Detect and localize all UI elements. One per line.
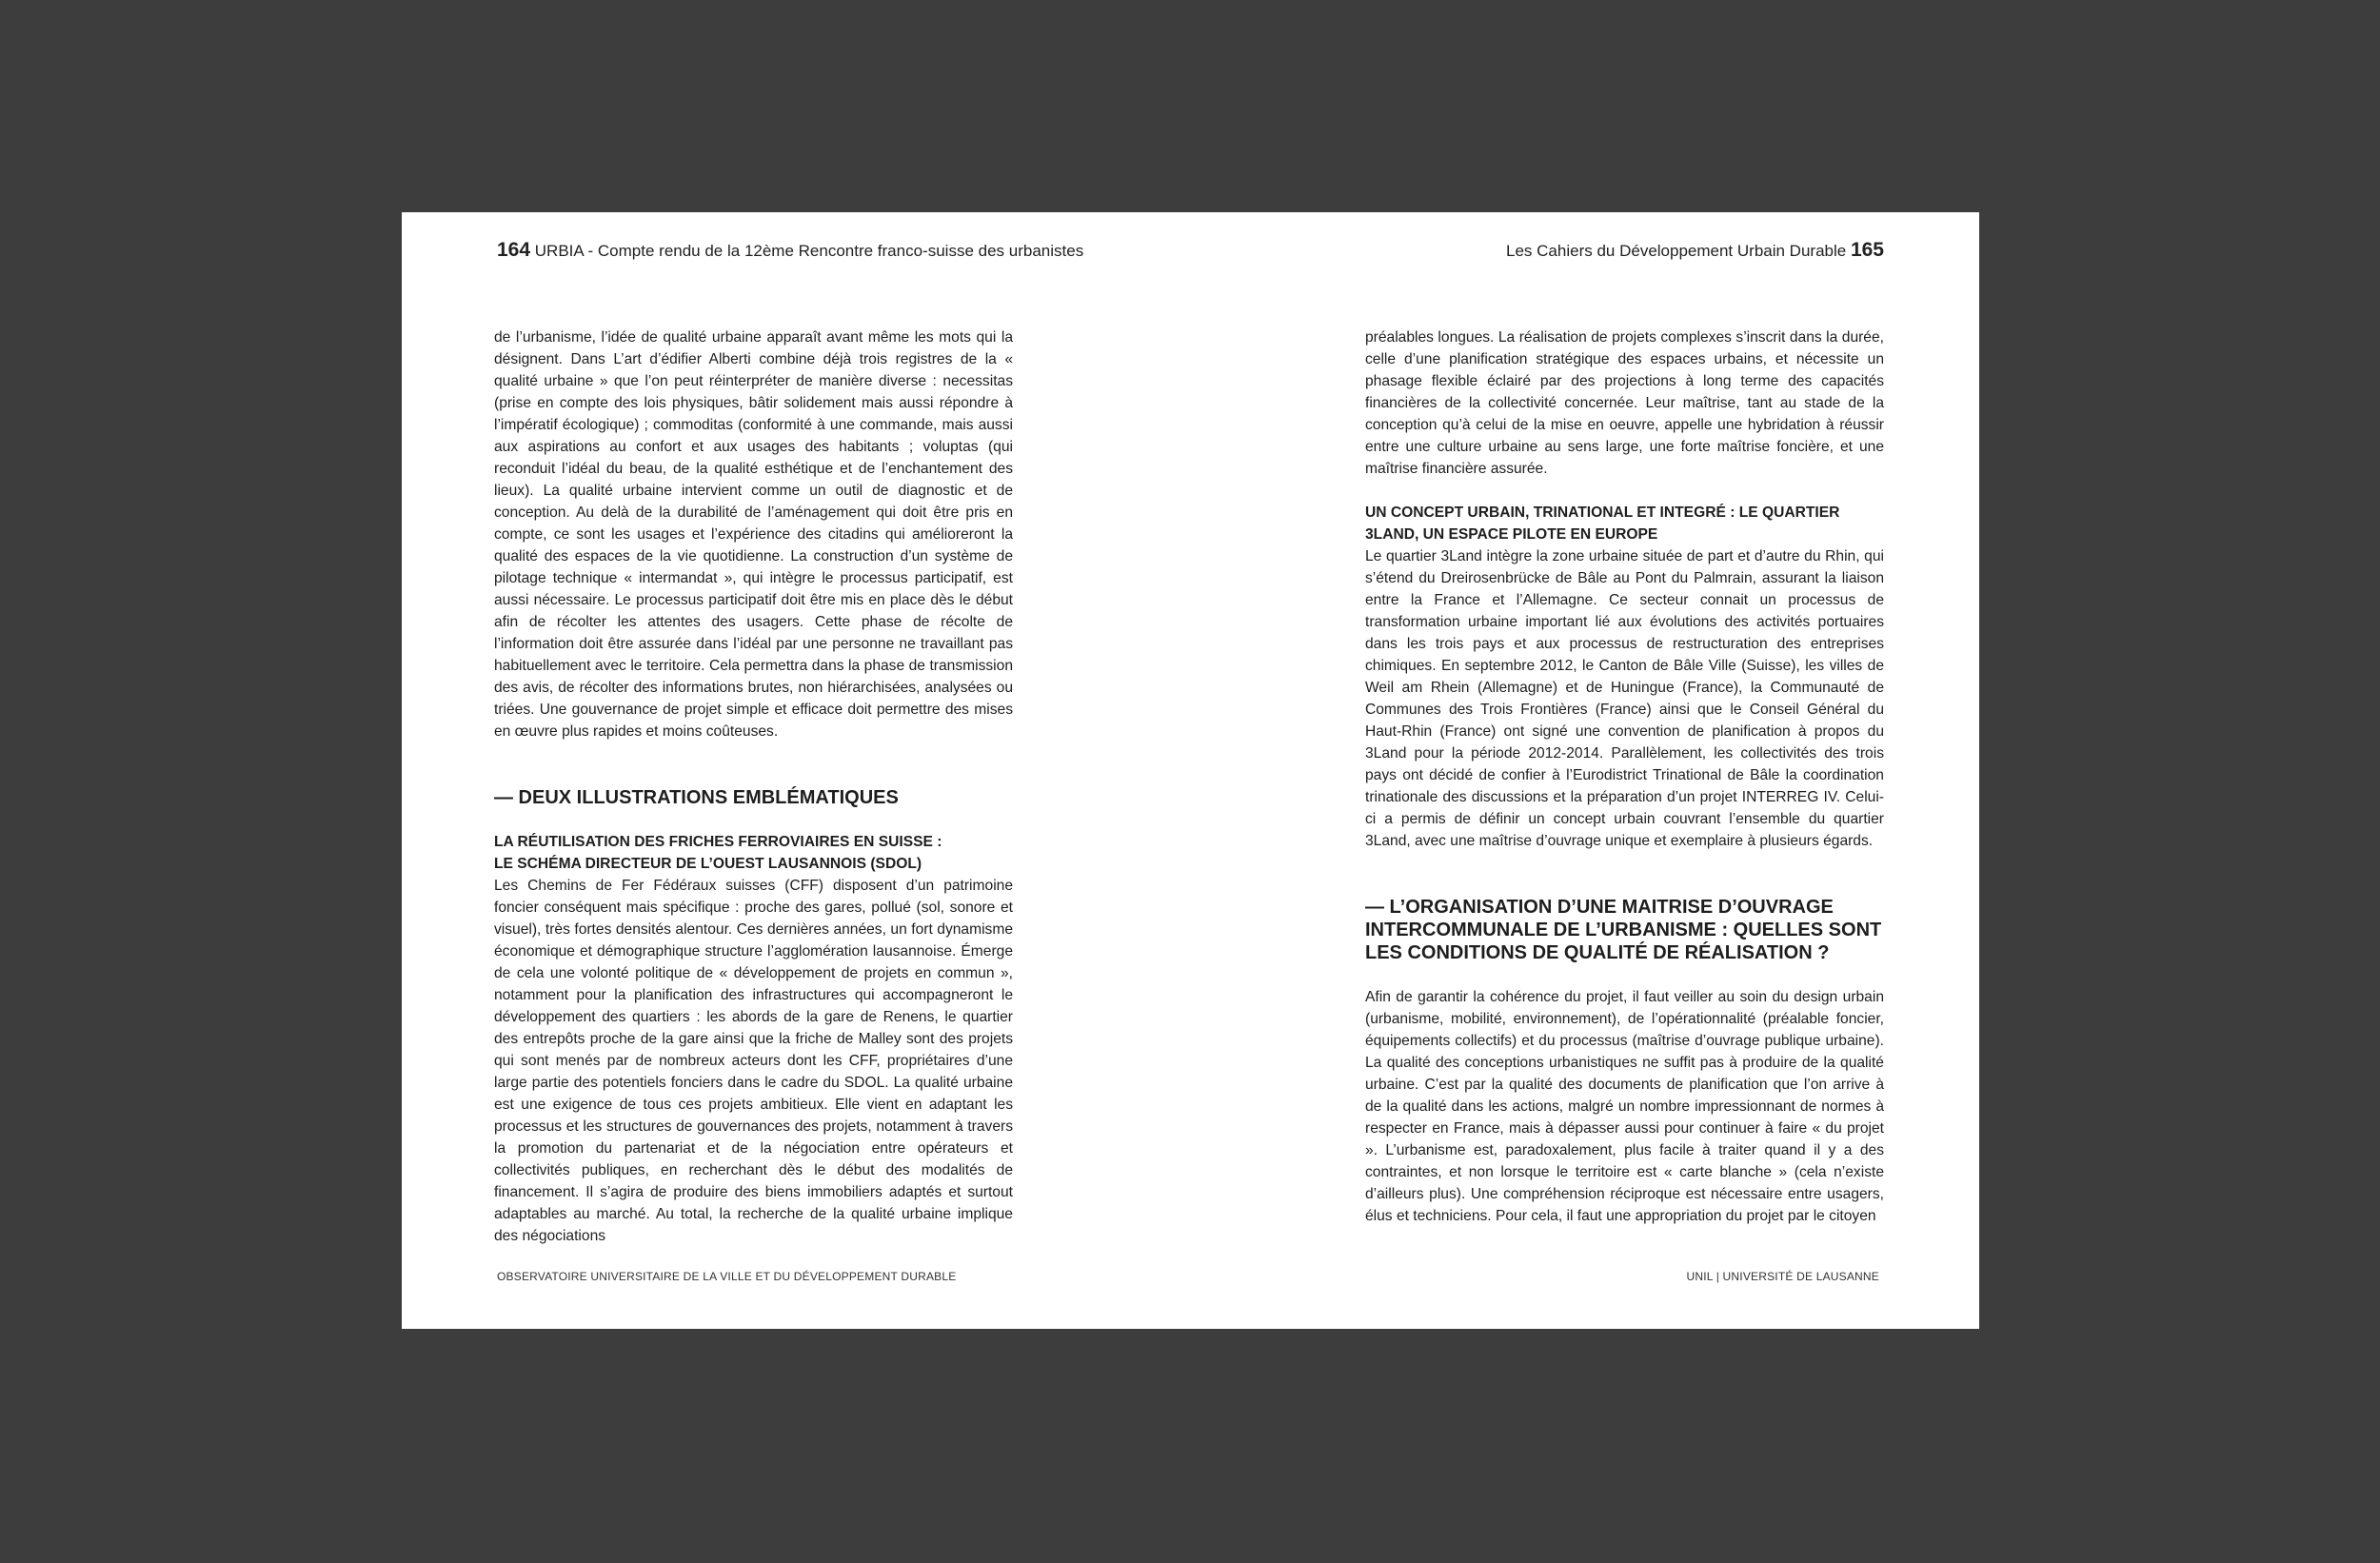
intro-paragraph: de l’urbanisme, l’idée de qualité urbaine apparaît avant même les mots qui la désignent. Dans L’art d’édifier Alberti combine déjà trois registres de la « qualité urbaine » que l’on peut réinterpréter de manière diverse : necessitas (prise en compte des lois physiques, bâtir solidement mais aussi répondre à l’impératif écologique) ; commoditas (conformité à une commande, mais aussi aux aspirations au confort et aux usages des habitants ; voluptas (qui reconduit l’idéal du beau, de la qualité esthétique et de l’enchantement des lieux). La qualité urbaine intervient comme un outil de diagnostic et de conception. Au delà de la durabilité de l’aménagement qui doit être pris en compte, ce sont les usages et l’expérience des citadins qui amélioreront la qualité des espaces de la vie quotidienne. La construction d’un système de pilotage technique « intermandat », qui intègre le processus participatif, est aussi nécessaire. Le processus participatif doit être mis en place dès le début afin de récolter les attentes des usagers. Cette phase de récolte de l’information doit être assurée dans l’idéal par une personne ne travaillant pas habituellement avec le territoire. Cela permettra dans la phase de transmission des avis, de récolter des informations brutes, non hiérarchisées, analysées ou triées. Une gouvernance de projet simple et efficace doit permettre des mises en œuvre plus rapides et moins coûteuses. [494,329,1013,740]
closing-paragraph: Afin de garantir la cohérence du projet, il faut veiller au soin du design urbain (urbanisme, mobilité, environnement), de l’opérationnalité (préalable foncier, équipements collectifs) et du processus (maîtrise d’ouvrage publique urbaine). La qualité des conceptions urbanistiques ne suffit pas à produire de la qualité urbaine. C’est par la qualité des documents de planification que l’on arrive à de la qualité dans les actions, malgré un nombre impressionnant de normes à respecter en France, mais à dépasser aussi pour continuer à faire « du projet ». L’urbanisme est, paradoxalement, plus facile à traiter quand il y a des contraintes, et non lorsque le territoire est « carte blanche » (cela n’existe d’ailleurs plus). Une compréhension réciproque est nécessaire entre usagers, élus et techniciens. Pour cela, il faut une appropriation du projet par le citoyen [1365,989,1884,1224]
left-running-header [497,239,1083,262]
subheading-sdol [494,831,1013,875]
section-heading-organisation-line2: INTERCOMMUNALE DE L’URBANISME : QUELLES SONT [1365,920,1882,940]
right-header-title: Les Cahiers du Développement Urbain Durable [1506,242,1847,260]
subheading-sdol-line1: LA RÉUTILISATION DES FRICHES FERROVIAIRES EN SUISSE : [494,834,942,850]
subheading-3land [1365,502,1884,545]
section-heading-organisation-line1: — L’ORGANISATION D’UNE MAITRISE D’OUVRAGE [1365,897,1834,918]
left-header-title: URBIA - Compte rendu de la 12ème Rencontre franco-suisse des urbanistes [534,242,1084,260]
sdol-paragraph: Les Chemins de Fer Fédéraux suisses (CFF) disposent d’un patrimoine foncier conséquent mais spécifique : proche des gares, pollué (sol, sonore et visuel), très fortes densités alentour. Ces dernières années, un fort dynamisme économique et démographique structure l’agglomération lausannoise. Émerge de cela une volonté politique de « développement de projets en commun », notamment pour la planification des infrastructures qui accompagneront le développement des quartiers : les abords de la gare de Renens, le quartier des entrepôts proche de la gare ainsi que la friche de Malley sont des projets qui sont menés par de nombreux acteurs dont les CFF, propriétaires d’une large partie des potentiels fonciers dans le cadre du SDOL. La qualité urbaine est une exigence de tous ces projets ambitieux. Elle vient en adaptant les processus et les structures de gouvernances des projets, notamment à travers la promotion du partenariat et de la négociation entre opérateurs et collectivités publiques, en recherchant dès le début des modalités de financement. Il s’agira de produire des biens immobiliers adaptés et surtout adaptables au marché. Au total, la recherche de la qualité urbaine implique des négociations [494,878,1013,1244]
threeland-paragraph: Le quartier 3Land intègre la zone urbaine située de part et d’autre du Rhin, qui s’étend du Dreirosenbrücke de Bâle au Pont du Palmrain, assurant la liaison entre la France et l’Allemagne. Ce secteur connait un processus de transformation urbaine important lié aux évolutions des activités portuaires dans les trois pays et aux processus de restructuration des entreprises chimiques. En septembre 2012, le Canton de Bâle Ville (Suisse), les villes de Weil am Rhein (Allemagne) et de Huningue (France), la Communauté de Communes des Trois Frontières (France) ainsi que le Conseil Général du Haut-Rhin (France) ont signé une convention de planification à propos du 3Land pour la période 2012-2014. Parallèlement, les collectivités des trois pays ont décidé de confier à l’Eurodistrict Trinational de Bâle la coordination trinationale des discussions et la préparation d’un projet INTERREG IV. Celui-ci a permis de définir un concept urbain couvrant l’ensemble du quartier 3Land, avec une maîtrise d’ouvrage unique et exemplaire à plusieurs égards. [1365,548,1884,849]
left-footer: OBSERVATOIRE UNIVERSITAIRE DE LA VILLE ET DU DÉVELOPPEMENT DURABLE [497,1270,957,1283]
right-page-column [1365,326,1884,1227]
section-heading-organisation [1365,896,1884,964]
section-heading-organisation-line3: LES CONDITIONS DE QUALITÉ DE RÉALISATION ? [1365,942,1830,963]
left-page-column [494,326,1013,1247]
right-page-number: 165 [1850,239,1884,261]
subheading-sdol-line2: LE SCHÉMA DIRECTEUR DE L’OUEST LAUSANNOIS (SDOL) [494,856,922,872]
right-running-header [1506,239,1884,262]
continuation-paragraph: préalables longues. La réalisation de projets complexes s’inscrit dans la durée, celle d’une planification stratégique des espaces urbains, et nécessite un phasage flexible éclairé par des projections à long terme des capacités financières de la collectivité concernée. Leur maîtrise, tant au stade de la conception qu’à celui de la mise en oeuvre, appelle une hybridation à réussir entre une culture urbaine au sens large, une forte maîtrise foncière, et une maîtrise financière assurée. [1365,329,1884,477]
right-footer: UNIL | UNIVERSITÉ DE LAUSANNE [1686,1270,1879,1283]
left-page-number: 164 [497,239,531,261]
subheading-3land-line2: 3LAND, UN ESPACE PILOTE EN EUROPE [1365,526,1658,543]
book-spread [402,212,1979,1329]
subheading-3land-line1: UN CONCEPT URBAIN, TRINATIONAL ET INTEGRÉ : LE QUARTIER [1365,505,1840,521]
section-heading-illustrations: — DEUX ILLUSTRATIONS EMBLÉMATIQUES [494,787,899,808]
